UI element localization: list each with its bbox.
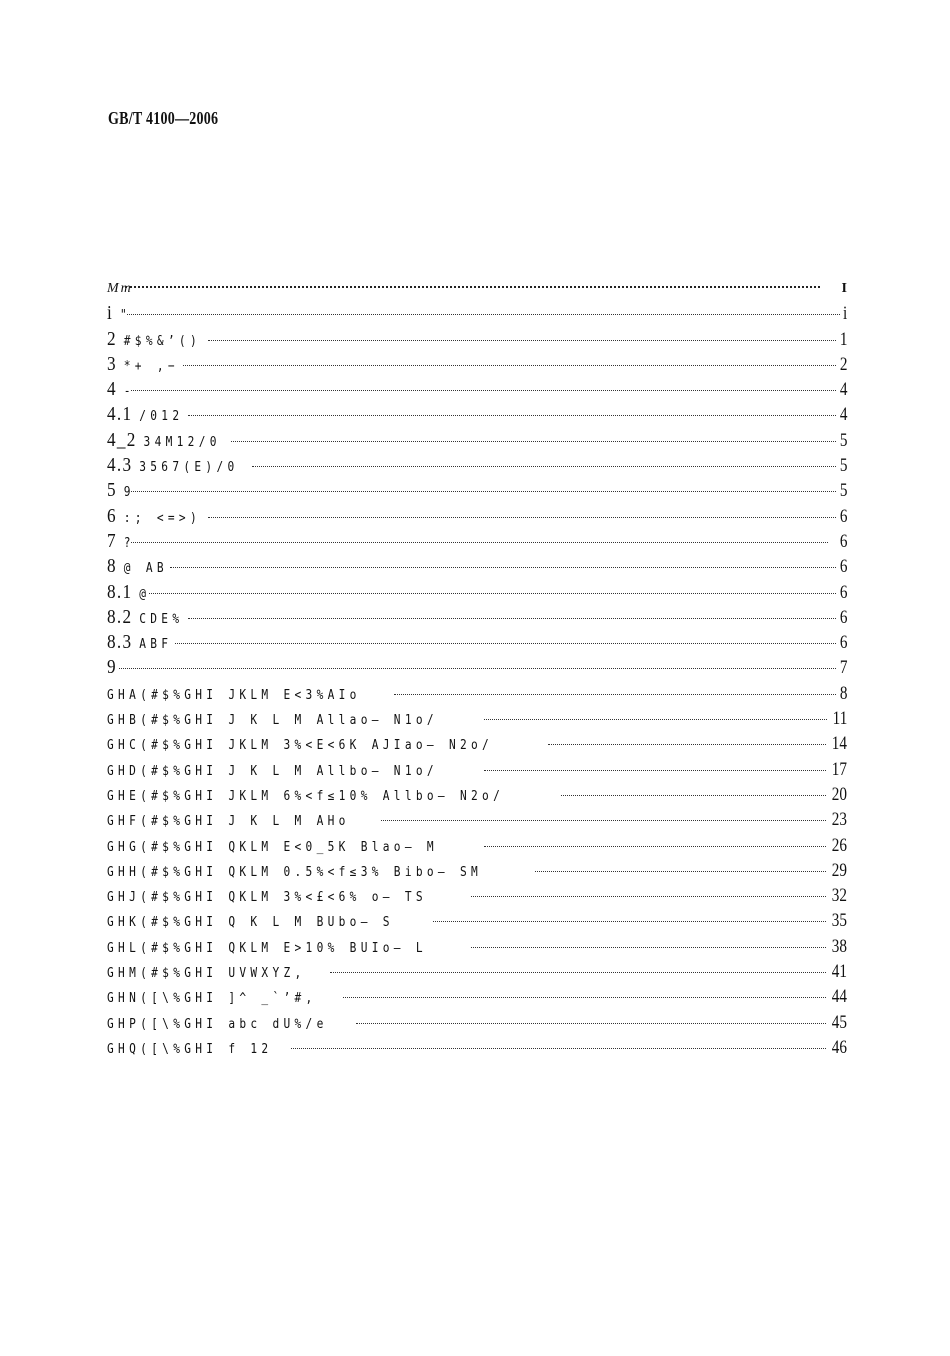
toc-appendix-prefix: GH xyxy=(107,864,130,880)
toc-entry-title: A(#$%GHI JKLM E<3%AIo xyxy=(129,687,361,703)
toc-entry-title: M(#$%GHI UVWXYZ, xyxy=(129,966,306,982)
toc-appendix-prefix: GH xyxy=(107,687,130,703)
toc-appendix-entry[interactable] xyxy=(107,706,847,731)
toc-entry-page: 38 xyxy=(831,935,847,957)
toc-entry[interactable] xyxy=(107,428,847,453)
toc-entry[interactable] xyxy=(107,301,847,326)
toc-appendix-entry[interactable] xyxy=(107,782,847,807)
toc-entry-page: 46 xyxy=(831,1036,847,1058)
toc-leader-dots xyxy=(208,340,835,341)
toc-leader-dots xyxy=(252,466,836,467)
toc-entry-title: E(#$%GHI JKLM 6%<f≤10% Allbo— N2o/ xyxy=(129,788,505,804)
toc-entry-number: 8.2 xyxy=(107,605,133,628)
toc-leader-dots xyxy=(131,542,827,543)
toc-entry-number: 3 xyxy=(107,352,117,375)
toc-appendix-prefix: GH xyxy=(107,991,130,1007)
toc-entry-page: 45 xyxy=(831,1011,847,1033)
toc-entry[interactable] xyxy=(107,655,847,680)
toc-entry-number: 5 xyxy=(107,479,117,502)
toc-entry[interactable] xyxy=(107,276,847,301)
toc-leader-dots xyxy=(433,921,827,922)
toc-appendix-entry[interactable] xyxy=(107,1010,847,1035)
toc-entry-title: - xyxy=(123,384,135,400)
toc-appendix-entry[interactable] xyxy=(107,858,847,883)
toc-entry-title: " xyxy=(119,308,131,324)
toc-appendix-entry[interactable] xyxy=(107,934,847,959)
toc-leader-dots xyxy=(208,517,835,518)
toc-appendix-prefix: GH xyxy=(107,713,130,729)
toc-entry-number: 4_2 xyxy=(107,428,137,451)
toc-appendix-prefix: GH xyxy=(107,890,130,906)
toc-leader-dots xyxy=(183,365,836,366)
toc-entry-page: 6 xyxy=(839,556,847,578)
toc-entry-page: i xyxy=(842,303,847,325)
toc-entry-page: 32 xyxy=(831,885,847,907)
toc-entry-page: 6 xyxy=(839,606,847,628)
toc-leader-dots xyxy=(394,694,835,695)
toc-entry-page: 5 xyxy=(839,429,847,451)
toc-entry-page: I xyxy=(841,281,847,296)
toc-leader-dots xyxy=(561,795,826,796)
toc-entry-title: H(#$%GHI QKLM 0.5%<f≤3% Bibo— SM xyxy=(129,864,483,880)
toc-entry-title: G(#$%GHI QKLM E<0_5K Blao— M xyxy=(129,839,438,855)
toc-entry-page: 6 xyxy=(839,530,847,552)
toc-entry-page: 6 xyxy=(839,581,847,603)
toc-leader-dots xyxy=(381,820,826,821)
toc-leader-dots xyxy=(548,744,826,745)
toc-entry[interactable] xyxy=(107,453,847,478)
toc-appendix-entry[interactable] xyxy=(107,757,847,782)
toc-entry-page: 5 xyxy=(839,480,847,502)
toc-entry-number: 9 xyxy=(107,656,117,679)
toc-entry-page: 6 xyxy=(839,632,847,654)
toc-entry[interactable] xyxy=(107,605,847,630)
toc-entry-title: P([\%GHI abc dU%/e xyxy=(129,1016,328,1032)
toc-entry-title: Mm xyxy=(107,281,133,296)
toc-leader-dots xyxy=(471,896,826,897)
toc-entry[interactable] xyxy=(107,327,847,352)
toc-entry-title: 3567(E)/0 xyxy=(139,460,239,476)
toc-entry-number: 8 xyxy=(107,555,117,578)
toc-leader-dots xyxy=(149,593,835,594)
toc-entry-page: 4 xyxy=(839,379,847,401)
toc-entry-title: N([\%GHI ]^ _`’#, xyxy=(129,991,317,1007)
toc-entry[interactable] xyxy=(107,352,847,377)
toc-entry-page: 26 xyxy=(831,834,847,856)
toc-entry-title: /012 xyxy=(139,409,184,425)
toc-entry-title: CDE% xyxy=(139,611,184,627)
toc-entry[interactable] xyxy=(107,402,847,427)
toc-entry-title: F(#$%GHI J K L M AHo xyxy=(129,814,350,830)
toc-leader-dots xyxy=(131,390,835,391)
toc-leader-dots xyxy=(119,668,836,669)
toc-appendix-entry[interactable] xyxy=(107,883,847,908)
toc-leader-dots xyxy=(170,567,836,568)
toc-entry-number: 4.3 xyxy=(107,454,133,477)
toc-entry-page: 2 xyxy=(839,353,847,375)
table-of-contents xyxy=(107,276,847,1060)
toc-entry[interactable] xyxy=(107,630,847,655)
toc-entry-title: #$%&’() xyxy=(123,333,201,349)
toc-leader-dots xyxy=(471,947,826,948)
toc-entry-title: 34M12/0 xyxy=(143,434,221,450)
toc-leader-dots xyxy=(484,846,826,847)
toc-entry-page: 6 xyxy=(839,505,847,527)
toc-entry-page: 20 xyxy=(831,783,847,805)
toc-entry-page: 17 xyxy=(831,758,847,780)
toc-appendix-entry[interactable] xyxy=(107,908,847,933)
toc-appendix-entry[interactable] xyxy=(107,731,847,756)
toc-appendix-entry[interactable] xyxy=(107,959,847,984)
toc-entry-number: 2 xyxy=(107,327,117,350)
toc-entry-page: 7 xyxy=(839,657,847,679)
toc-entry-number: 4.1 xyxy=(107,403,133,426)
toc-leader-dots xyxy=(330,972,826,973)
toc-appendix-entry[interactable] xyxy=(107,1035,847,1060)
toc-entry-number: 8.1 xyxy=(107,580,133,603)
toc-entry-title: @ xyxy=(139,586,151,602)
toc-entry-page: 35 xyxy=(831,910,847,932)
toc-appendix-prefix: GH xyxy=(107,940,130,956)
toc-entry-number: 8.3 xyxy=(107,631,133,654)
toc-leader-dots xyxy=(291,1048,826,1049)
toc-entry-title: *+ ,− xyxy=(123,358,179,374)
toc-entry-page: 44 xyxy=(831,986,847,1008)
toc-entry-number: i xyxy=(107,302,114,325)
toc-appendix-entry[interactable] xyxy=(107,833,847,858)
toc-appendix-prefix: GH xyxy=(107,915,130,931)
toc-leader-dots xyxy=(356,1023,826,1024)
toc-entry-title: K(#$%GHI Q K L M BUbo— S xyxy=(129,915,394,931)
page-header-standard-code: GB/T 4100—2006 xyxy=(108,108,219,128)
toc-entry-title: ? xyxy=(123,535,135,551)
toc-leader-dots xyxy=(125,286,820,288)
toc-entry-title: @ AB xyxy=(123,561,168,577)
toc-entry-page: 8 xyxy=(839,682,847,704)
toc-appendix-prefix: GH xyxy=(107,763,130,779)
toc-entry-number: 7 xyxy=(107,529,117,552)
toc-entry[interactable] xyxy=(107,478,847,503)
toc-appendix-prefix: GH xyxy=(107,1016,130,1032)
toc-appendix-prefix: GH xyxy=(107,966,130,982)
toc-entry-title: 9 xyxy=(123,485,135,501)
toc-leader-dots xyxy=(188,415,836,416)
toc-appendix-prefix: GH xyxy=(107,814,130,830)
toc-entry[interactable] xyxy=(107,377,847,402)
toc-entry-title: Q([\%GHI f 12 xyxy=(129,1041,273,1057)
toc-entry[interactable] xyxy=(107,580,847,605)
toc-entry-title: :; <=>) xyxy=(123,510,201,526)
toc-entry-page: 1 xyxy=(839,328,847,350)
toc-leader-dots xyxy=(343,997,826,998)
toc-entry-title: J(#$%GHI QKLM 3%<£<6% o— TS xyxy=(129,890,427,906)
toc-appendix-prefix: GH xyxy=(107,839,130,855)
toc-appendix-entry[interactable] xyxy=(107,681,847,706)
toc-entry[interactable] xyxy=(107,529,847,554)
toc-leader-dots xyxy=(535,871,826,872)
toc-appendix-entry[interactable] xyxy=(107,984,847,1009)
toc-entry-page: 29 xyxy=(831,859,847,881)
toc-appendix-prefix: GH xyxy=(107,788,130,804)
toc-entry-title: L(#$%GHI QKLM E>10% BUIo— L xyxy=(129,940,427,956)
toc-entry[interactable] xyxy=(107,504,847,529)
toc-appendix-entry[interactable] xyxy=(107,807,847,832)
toc-entry-title: C(#$%GHI JKLM 3%<E<6K AJIao— N2o/ xyxy=(129,738,494,754)
toc-entry-page: 11 xyxy=(832,708,847,730)
toc-leader-dots xyxy=(484,719,827,720)
toc-appendix-prefix: GH xyxy=(107,1041,130,1057)
toc-entry-page: 5 xyxy=(839,455,847,477)
toc-entry-title: B(#$%GHI J K L M Allao— N1o/ xyxy=(129,713,438,729)
toc-entry-page: 14 xyxy=(831,733,847,755)
toc-entry-title: ABF xyxy=(139,637,173,653)
toc-entry-page: 4 xyxy=(839,404,847,426)
toc-leader-dots xyxy=(131,491,835,492)
toc-leader-dots xyxy=(127,314,840,315)
toc-appendix-prefix: GH xyxy=(107,738,130,754)
toc-entry-page: 41 xyxy=(831,961,847,983)
toc-entry[interactable] xyxy=(107,554,847,579)
toc-entry-number: 6 xyxy=(107,504,117,527)
toc-entry-number: 4 xyxy=(107,378,117,401)
toc-entry-title: D(#$%GHI J K L M Allbo— N1o/ xyxy=(129,763,438,779)
toc-leader-dots xyxy=(175,643,836,644)
toc-leader-dots xyxy=(484,770,826,771)
toc-leader-dots xyxy=(231,441,835,442)
toc-entry-page: 23 xyxy=(831,809,847,831)
toc-leader-dots xyxy=(188,618,836,619)
